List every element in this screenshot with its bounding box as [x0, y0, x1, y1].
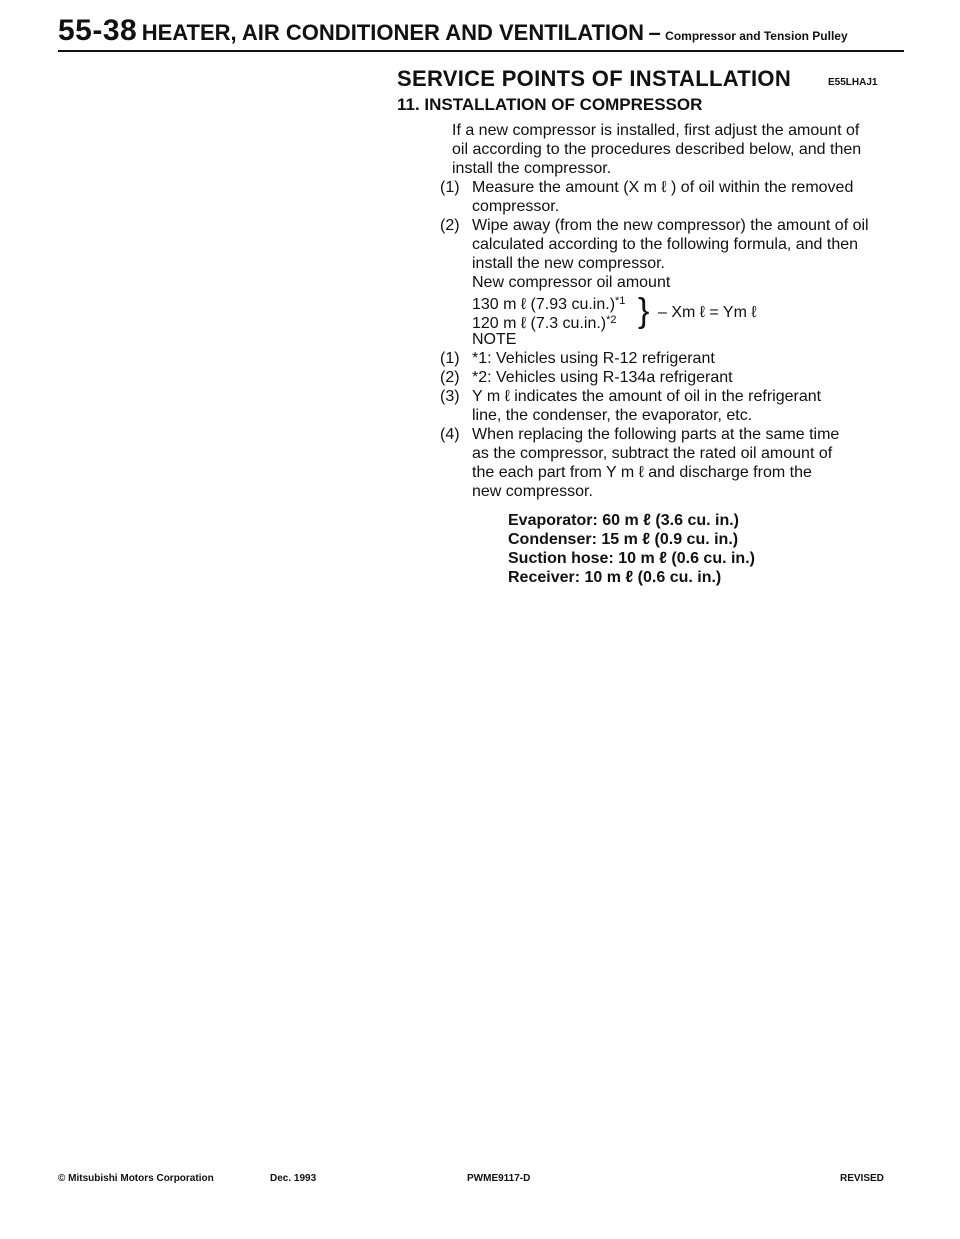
- formula-r12: 130 m ℓ (7.93 cu.in.): [472, 296, 616, 313]
- part-evaporator: Evaporator: 60 m ℓ (3.6 cu. in.): [508, 512, 739, 529]
- intro: If a new compressor is installed, first adjust the amount of oil according to the procedures described below, and then install the compressor.: [452, 122, 862, 177]
- oil-formula: 130 m ℓ (7.93 cu.in.)$^{*1}$ 120 m ℓ (7.3 cu.in.)$^{*2}$ } – Xm ℓ = Ym ℓ: [472, 292, 757, 332]
- part-condenser: Condenser: 15 m ℓ (0.9 cu. in.): [508, 531, 739, 548]
- step-1: (1) Measure the amount (X m ℓ ) of oil within the removed compressor.: [440, 179, 854, 215]
- formula-r134a: 120 m ℓ (7.3 cu.in.): [472, 315, 607, 332]
- note-label: NOTE: [472, 331, 517, 348]
- page-header: [58, 14, 848, 48]
- step-2: (2) Wipe away (from the new compressor) the amount of oil calculated according to the following formula, and then install the new compressor. New compressor oil amount: [440, 217, 869, 291]
- parts-list: [508, 511, 904, 587]
- formula-brace: }: [638, 292, 650, 330]
- chapter-subtitle: Compressor and Tension Pulley: [665, 29, 848, 43]
- section-code: E55LHAJ1: [828, 77, 878, 88]
- page-number: 55-38: [58, 14, 138, 47]
- note-2: (2) *2: Vehicles using R-134a refrigerant: [440, 369, 733, 386]
- footer-status: REVISED: [840, 1173, 884, 1184]
- subheading: 11. INSTALLATION OF COMPRESSOR: [397, 95, 703, 114]
- footer-copyright: © Mitsubishi Motors Corporation: [58, 1173, 214, 1184]
- body: [440, 121, 904, 587]
- formula-result: – Xm ℓ = Ym ℓ: [658, 304, 757, 321]
- footer-date: Dec. 1993: [270, 1173, 317, 1184]
- footer-doc-code: PWME9117-D: [467, 1173, 531, 1184]
- header-dash: –: [648, 20, 661, 45]
- header-rule: [58, 50, 904, 52]
- chapter-title: HEATER, AIR CONDITIONER AND VENTILATION: [141, 20, 645, 45]
- note-4: (4) When replacing the following parts at the same time as the compressor, subtract the rated oil amount of the each part from Y m ℓ and discharge from the new compressor.: [440, 426, 840, 500]
- section-title: SERVICE POINTS OF INSTALLATION: [397, 66, 792, 91]
- part-receiver: Receiver: 10 m ℓ (0.6 cu. in.): [508, 569, 722, 586]
- part-suction-hose: Suction hose: 10 m ℓ (0.6 cu. in.): [508, 550, 755, 567]
- note-1: (1) *1: Vehicles using R-12 refrigerant: [440, 350, 715, 367]
- note-3: (3) Y m ℓ indicates the amount of oil in the refrigerant line, the condenser, the evaporator, etc.: [440, 388, 822, 424]
